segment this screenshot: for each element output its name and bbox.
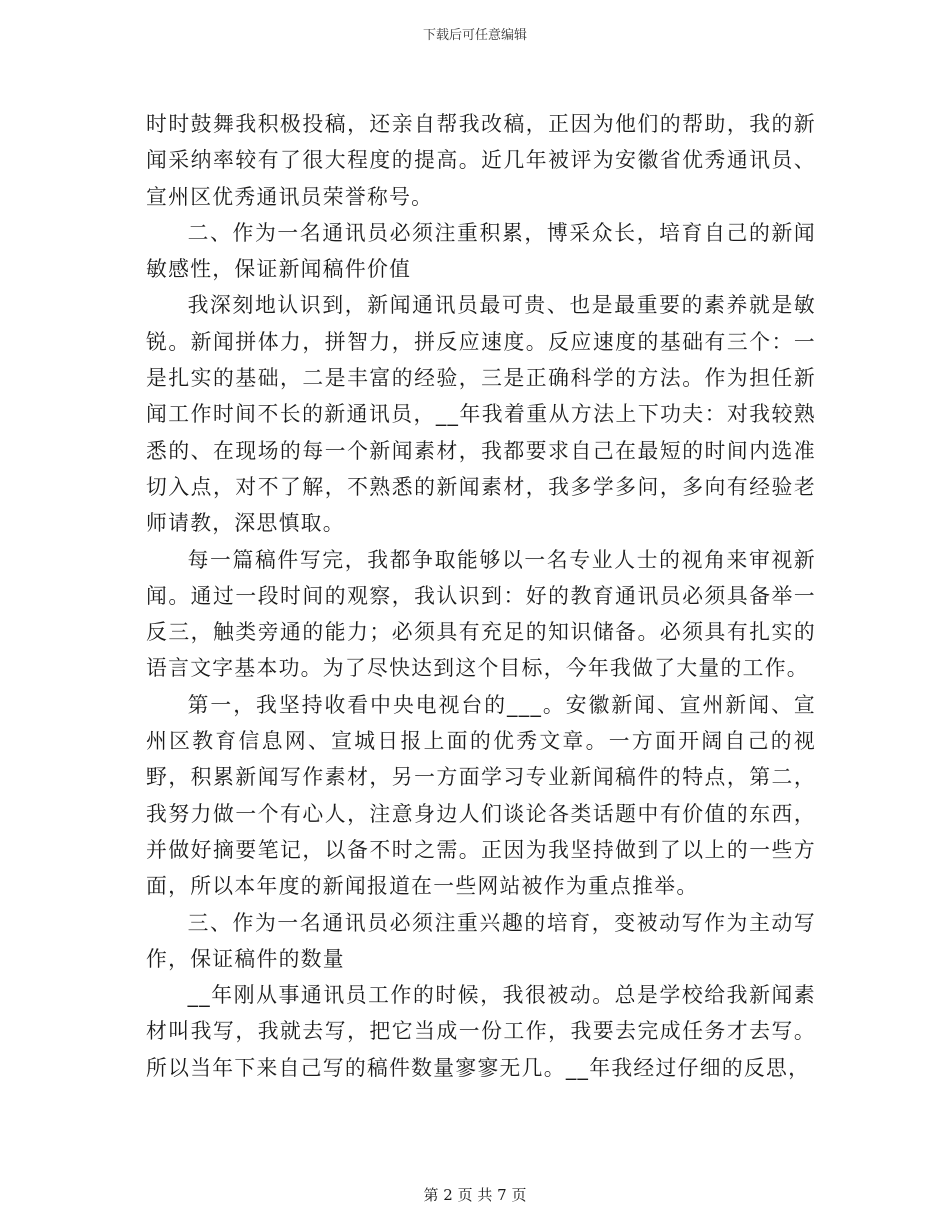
document-body [146, 106, 816, 1086]
page-header: 下载后可任意编辑 [422, 28, 527, 43]
paragraph: 我深刻地认识到，新闻通讯员最可贵、也是最重要的素养就是敏锐。新闻拼体力，拼智力，拼反应速度。反应速度的基础有三个：一是扎实的基础，二是丰富的经验，三是正确科学的方法。作为担任新闻工作时间不长的新通讯员，__年我着重从方法上下功夫：对我较熟悉的、在现场的每一个新闻素材，我都要求自己在最短的时间内选准切入点，对不了解，不熟悉的新闻素材，我多学多问，多向有经验老师请教，深思慎取。 [146, 293, 816, 536]
paragraph-continuation: 时时鼓舞我积极投稿，还亲自帮我改稿，正因为他们的帮助，我的新闻采纳率较有了很大程度的提高。近几年被评为安徽省优秀通讯员、宣州区优秀通讯员荣誉称号。 [146, 112, 816, 209]
section-heading-3: 三、作为一名通讯员必须注重兴趣的培育，变被动写作为主动写作，保证稿件的数量 [146, 910, 816, 971]
section-heading-2: 二、作为一名通讯员必须注重积累，博采众长，培育自己的新闻敏感性，保证新闻稿件价值 [146, 220, 816, 282]
page-number-footer: 第 2 页 共 7 页 [423, 1186, 527, 1204]
paragraph: __年刚从事通讯员工作的时候，我很被动。总是学校给我新闻素材叫我写，我就去写，把它当成一份工作，我要去完成任务才去写。所以当年下来自己写的稿件数量寥寥无几。__年我经过仔细的反思， [146, 983, 816, 1080]
paragraph: 每一篇稿件写完，我都争取能够以一名专业人士的视角来审视新闻。通过一段时间的观察，我认识到：好的教育通讯员必须具备举一反三，触类旁通的能力；必须具有充足的知识储备。必须具有扎实的语言文字基本功。为了尽快达到这个目标，今年我做了大量的工作。 [146, 547, 816, 681]
paragraph: 第一，我坚持收看中央电视台的___。安徽新闻、宣州新闻、宣州区教育信息网、宣城日报上面的优秀文章。一方面开阔自己的视野，积累新闻写作素材，另一方面学习专业新闻稿件的特点，第二，我努力做一个有心人，注意身边人们谈论各类话题中有价值的东西，并做好摘要笔记，以备不时之需。正因为我坚持做到了以上的一些方面，所以本年度的新闻报道在一些网站被作为重点推举。 [146, 692, 816, 899]
